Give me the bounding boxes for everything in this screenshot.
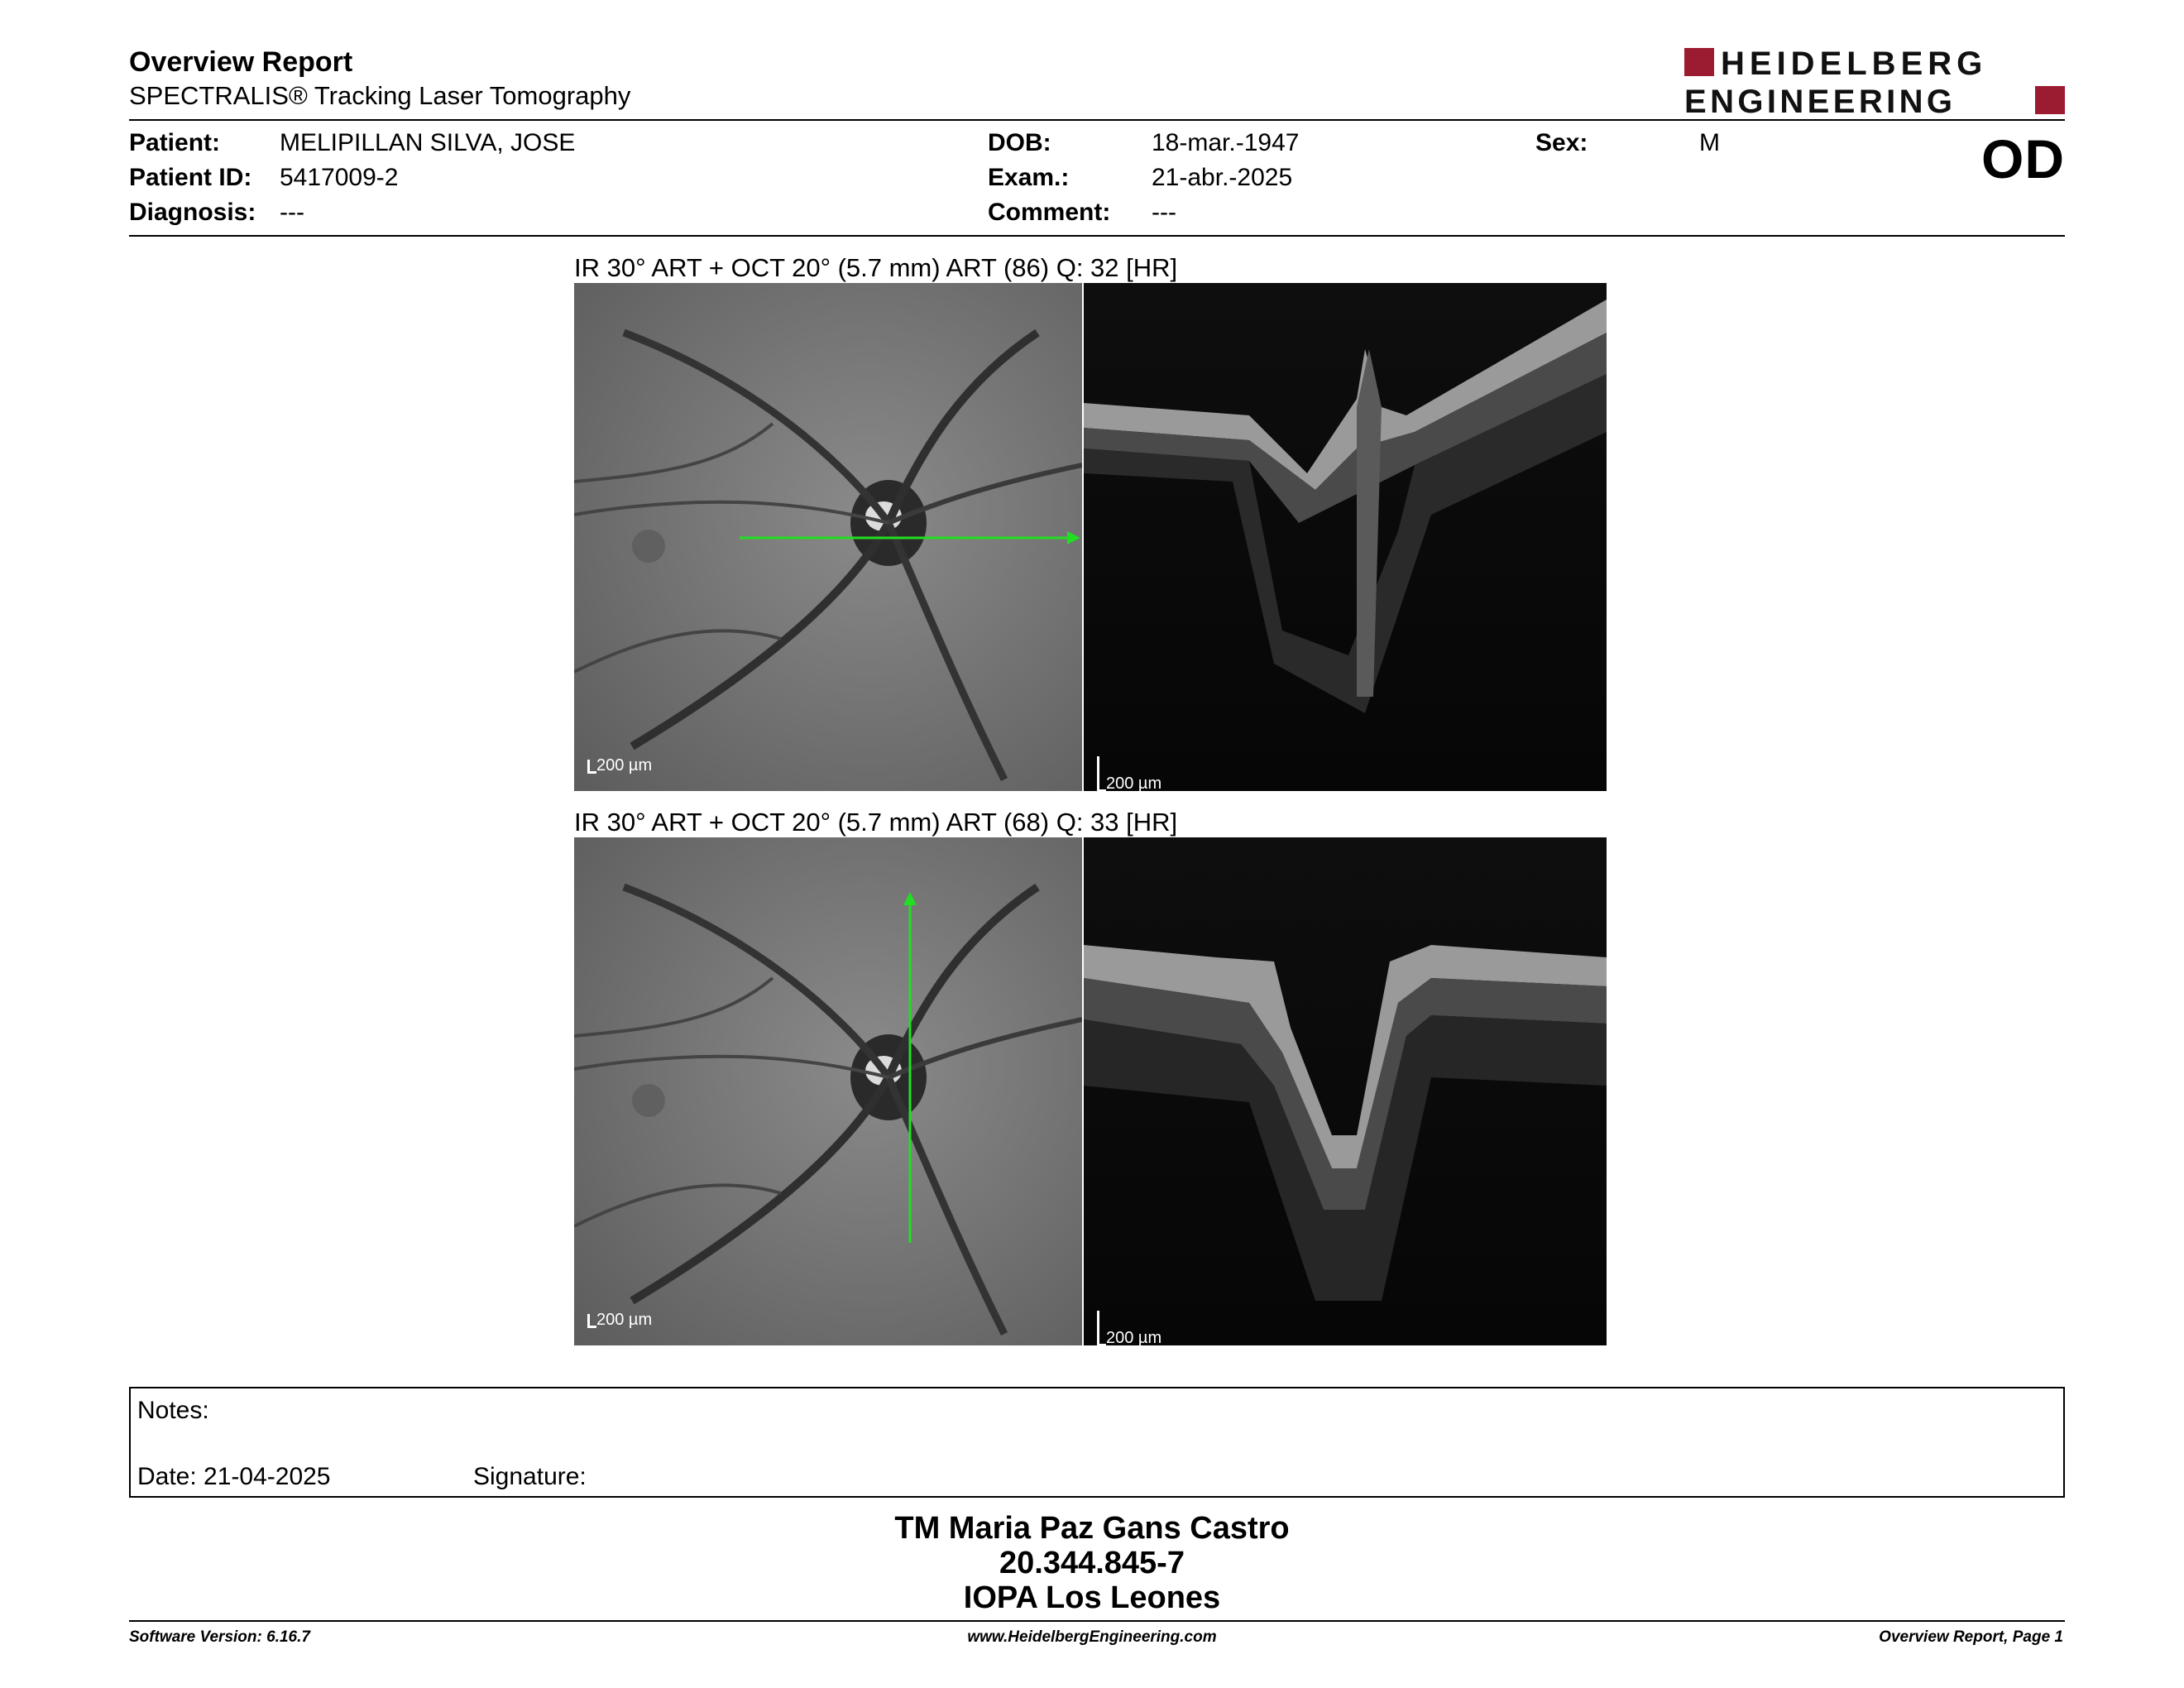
logo-line2: ENGINEERING (1684, 84, 1956, 116)
sex-label: Sex: (1535, 129, 1588, 156)
patient-value: MELIPILLAN SILVA, JOSE (280, 129, 576, 156)
scan-1-fundus-scale: 200 µm (587, 756, 652, 775)
scan-2-oct-image (1084, 837, 1607, 1345)
scan-2-oct-layers (1084, 837, 1607, 1345)
scan-1-oct-layers (1084, 283, 1607, 791)
scan-1-arrow-head (1067, 531, 1080, 544)
comment-label: Comment: (988, 199, 1111, 226)
comment-value: --- (1152, 199, 1176, 226)
scale-bar-icon (587, 1314, 596, 1328)
footer-rule (129, 1620, 2065, 1622)
diagnosis-value: --- (280, 199, 304, 226)
logo-red-block-bottom (2035, 86, 2065, 114)
scan-1-title: IR 30° ART + OCT 20° (5.7 mm) ART (86) Q: 32 [HR] (574, 253, 1178, 282)
patient-id-value: 5417009-2 (280, 164, 399, 191)
scan-1-line-overlay (574, 283, 1082, 791)
scale-bar-icon (1097, 1311, 1106, 1346)
exam-label: Exam.: (988, 164, 1070, 191)
footer-page: Overview Report, Page 1 (1879, 1628, 2063, 1646)
footer-website-link[interactable]: www.HeidelbergEngineering.com (967, 1628, 1217, 1646)
patient-label: Patient: (129, 129, 221, 156)
sex-value: M (1699, 129, 1720, 156)
signature-id: 20.344.845-7 (999, 1546, 1185, 1580)
footer-software-version: Software Version: 6.16.7 (129, 1628, 310, 1646)
scale-bar-icon (1097, 756, 1106, 792)
signature-name: TM Maria Paz Gans Castro (894, 1511, 1290, 1546)
exam-value: 21-abr.-2025 (1152, 164, 1293, 191)
scan-2-title: IR 30° ART + OCT 20° (5.7 mm) ART (68) Q: 33 [HR] (574, 808, 1178, 837)
scan-2-arrow-head (903, 892, 917, 905)
scan-1-oct-scale: 200 µm (1097, 756, 1161, 794)
logo-line1: HEIDELBERG (1721, 46, 1988, 82)
scale-bar-icon (587, 760, 596, 774)
logo-red-block-top (1684, 48, 1714, 76)
signature-label: Signature: (473, 1463, 587, 1490)
notes-date: Date: 21-04-2025 (137, 1463, 331, 1490)
eye-indicator: OD (1981, 128, 2065, 189)
report-title: Overview Report (129, 46, 353, 78)
notes-box (129, 1387, 2065, 1498)
patient-id-label: Patient ID: (129, 164, 252, 191)
dob-label: DOB: (988, 129, 1051, 156)
signature-place: IOPA Los Leones (963, 1580, 1221, 1615)
report-subtitle: SPECTRALIS® Tracking Laser Tomography (129, 81, 631, 110)
notes-label: Notes: (137, 1397, 209, 1424)
scan-2-oct-scale: 200 µm (1097, 1311, 1161, 1348)
scan-2-fundus-scale: 200 µm (587, 1311, 652, 1330)
info-rule (129, 235, 2065, 237)
scan-1-oct-image (1084, 283, 1607, 791)
scan-2-line-overlay (574, 837, 1082, 1345)
diagnosis-label: Diagnosis: (129, 199, 256, 226)
heidelberg-logo (1684, 46, 2065, 116)
header-rule (129, 119, 2065, 121)
dob-value: 18-mar.-1947 (1152, 129, 1300, 156)
